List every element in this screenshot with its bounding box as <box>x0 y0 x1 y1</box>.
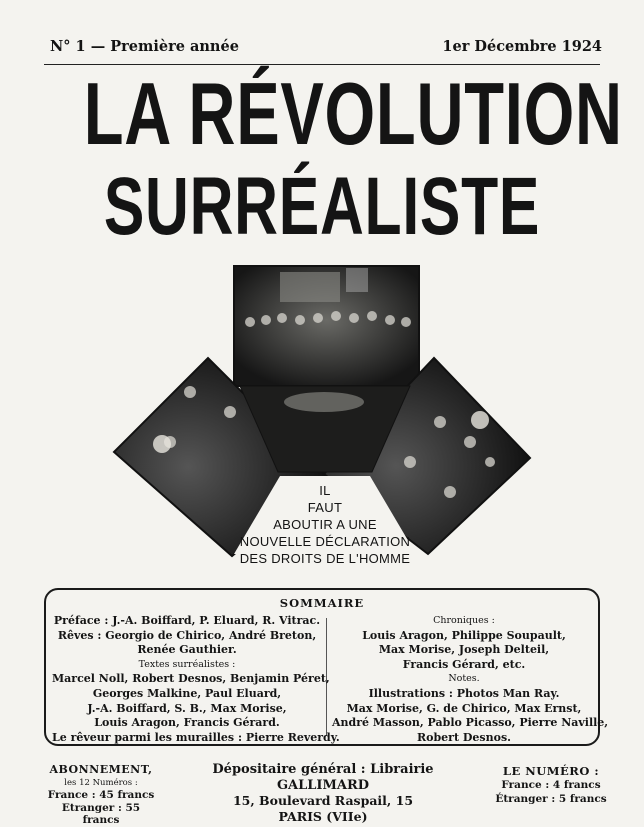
table-of-contents <box>44 588 609 746</box>
subscription-sub: les 12 Numéros : <box>64 777 138 788</box>
subscription-heading: ABONNEMENT, <box>49 763 153 776</box>
slogan-line: DES DROITS DE L'HOMME <box>239 551 411 566</box>
contents-line: J.-A. Boiffard, S. B., Max Morise, <box>87 701 287 715</box>
distributor-city: PARIS (VIIe) <box>278 808 368 824</box>
contents-line: Renée Gauthier. <box>137 643 237 657</box>
distributor-heading: Dépositaire général : Librairie GALLIMARD <box>212 762 434 793</box>
contents-line: André Masson, Pablo Picasso, Pierre Naville, <box>332 716 609 730</box>
issue-number: N° 1 — Première année <box>50 38 239 55</box>
contents-line: Max Morise, Joseph Delteil, <box>378 643 550 657</box>
distributor-info <box>168 762 478 824</box>
contents-line: Louis Aragon, Francis Gérard. <box>94 716 280 730</box>
contents-line: Robert Desnos. <box>417 730 511 744</box>
contents-line: Marcel Noll, Robert Desnos, Benjamin Péret, <box>52 672 330 686</box>
masthead-line-1: LA RÉVOLUTION <box>83 64 623 163</box>
issue-date: 1er Décembre 1924 <box>442 38 602 55</box>
contents-line: Notes. <box>448 673 480 685</box>
slogan-line: FAUT <box>307 500 343 515</box>
slogan <box>230 482 420 567</box>
contents-left-column <box>52 614 340 745</box>
contents-line: Préface : J.-A. Boiffard, P. Eluard, R. Vitrac. <box>53 614 321 627</box>
contents-line: Le rêveur parmi les murailles : Pierre Reverdy. <box>52 730 340 744</box>
contents-line: Chroniques : <box>433 615 495 626</box>
single-france: France : 4 francs <box>501 779 601 791</box>
contents-right-column <box>332 614 609 745</box>
subscription-info <box>46 764 156 827</box>
slogan-line: ABOUTIR A UNE <box>273 517 377 532</box>
subscription-france: France : 45 francs <box>47 789 155 801</box>
contents-line: Illustrations : Photos Man Ray. <box>368 686 560 700</box>
distributor-address: 15, Boulevard Raspail, 15 <box>232 793 414 808</box>
contents-line: Georges Malkine, Paul Eluard, <box>92 686 282 700</box>
masthead-line-2: SURRÉALISTE <box>103 161 541 252</box>
slogan-line: NOUVELLE DÉCLARATION <box>239 534 411 549</box>
subscription-foreign: Etranger : 55 francs <box>61 801 141 826</box>
slogan-line: IL <box>319 483 331 498</box>
contents-line: Rêves : Georgio de Chirico, André Breton, <box>57 628 317 642</box>
contents-line: Francis Gérard, etc. <box>402 657 526 671</box>
single-foreign: Étranger : 5 francs <box>495 793 607 805</box>
contents-title: SOMMAIRE <box>279 596 365 610</box>
contents-line: Textes surréalistes : <box>138 658 236 670</box>
contents-line: Max Morise, G. de Chirico, Max Ernst, <box>346 701 582 715</box>
single-issue-price <box>486 764 616 806</box>
single-heading: LE NUMÉRO : <box>502 764 600 778</box>
contents-line: Louis Aragon, Philippe Soupault, <box>362 628 566 642</box>
